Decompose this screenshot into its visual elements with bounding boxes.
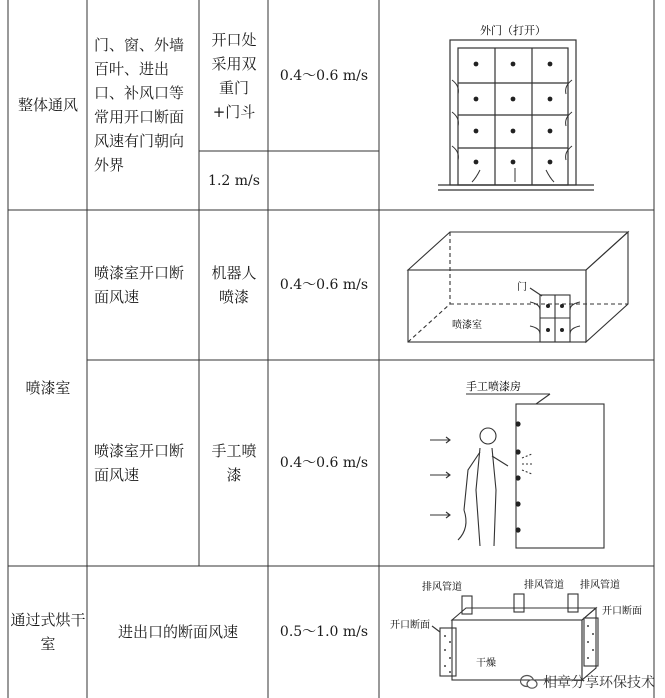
row2b-condition: 手工喷漆 xyxy=(211,442,257,484)
figure-label-drying: 干燥 xyxy=(476,658,496,669)
row3-speed: 0.5～1.0 m/s xyxy=(279,624,369,640)
row1-location: 门、窗、外墙百叶、进出口、补风口等常用开口断面风速有门朝向外界 xyxy=(94,36,185,174)
row2a-speed: 0.4～0.6 m/s xyxy=(279,277,369,293)
row1-speed-2: 1.2 m/s xyxy=(208,172,260,189)
figure-label-door: 外门（打开） xyxy=(480,24,546,37)
figure-label-duct-3: 排风管道 xyxy=(580,580,620,591)
figure-manual-booth xyxy=(380,360,654,566)
row1-condition: 开口处采用双重门+门斗 xyxy=(211,30,257,121)
row3-location: 进出口的断面风速 xyxy=(117,623,238,641)
figure-label-duct-2: 排风管道 xyxy=(524,580,564,591)
watermark xyxy=(520,672,655,692)
figure-door-airflow xyxy=(380,0,654,210)
figure-label-manual-booth: 手工喷漆房 xyxy=(466,380,521,393)
row2b-location: 喷漆室开口断面风速 xyxy=(94,442,185,484)
row2a-condition: 机器人喷漆 xyxy=(211,264,257,306)
row1-category: 整体通风 xyxy=(17,96,78,114)
row2-category: 喷漆室 xyxy=(25,379,71,397)
figure-label-opening-1: 开口断面 xyxy=(390,620,430,631)
row3-category: 通过式烘干室 xyxy=(10,611,86,653)
row2a-location: 喷漆室开口断面风速 xyxy=(94,264,185,306)
watermark-text: 相章分享环保技术 xyxy=(543,675,655,691)
wechat-icon xyxy=(520,674,538,690)
figure-label-duct-1: 排风管道 xyxy=(422,582,462,593)
figure-robot-booth xyxy=(380,210,654,360)
figure-label-booth: 喷漆室 xyxy=(452,320,482,331)
row1-speed: 0.4～0.6 m/s xyxy=(279,67,369,84)
row2b-speed: 0.4～0.6 m/s xyxy=(279,455,369,471)
figure-label-opening-2: 开口断面 xyxy=(602,606,642,617)
figure-label-door: 门 xyxy=(517,282,527,293)
